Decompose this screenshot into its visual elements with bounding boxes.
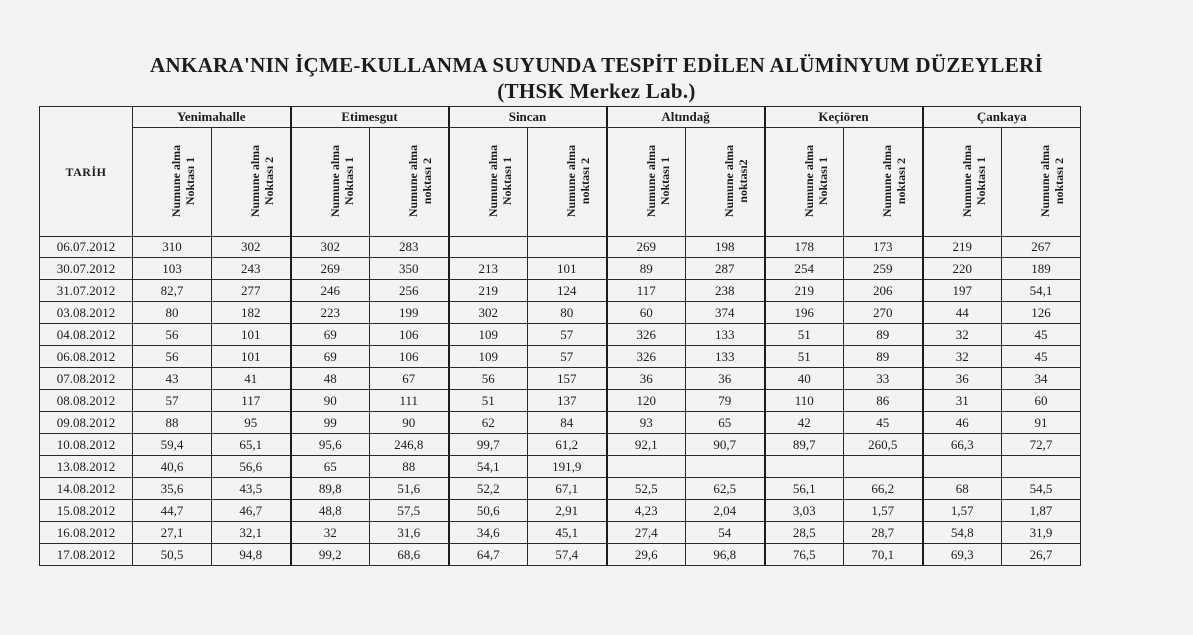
value-cell: 374: [686, 302, 765, 324]
value-cell: 69: [291, 346, 370, 368]
value-cell: 243: [212, 258, 291, 280]
value-cell: 43: [133, 368, 212, 390]
value-cell: 133: [686, 324, 765, 346]
value-cell: 52,2: [449, 478, 528, 500]
sampling-point-label: Numune alma Noktası 1: [643, 144, 672, 217]
value-cell: 54: [686, 522, 765, 544]
value-cell: 310: [133, 237, 212, 258]
value-cell: 196: [765, 302, 844, 324]
sampling-point-header: [133, 128, 212, 237]
value-cell: 56,1: [765, 478, 844, 500]
value-cell: 206: [844, 280, 923, 302]
value-cell: [844, 456, 923, 478]
sampling-point-header: [844, 128, 923, 237]
value-cell: 51,6: [370, 478, 449, 500]
value-cell: 45: [1002, 324, 1081, 346]
value-cell: 68,6: [370, 544, 449, 566]
value-cell: 44: [923, 302, 1002, 324]
value-cell: 91: [1002, 412, 1081, 434]
value-cell: 50,6: [449, 500, 528, 522]
value-cell: 90: [291, 390, 370, 412]
value-cell: 90,7: [686, 434, 765, 456]
sampling-point-label: Numune alma noktası2: [722, 144, 751, 217]
value-cell: 44,7: [133, 500, 212, 522]
date-cell: 06.08.2012: [40, 346, 133, 368]
date-cell: 17.08.2012: [40, 544, 133, 566]
value-cell: 32: [291, 522, 370, 544]
value-cell: 101: [212, 346, 291, 368]
value-cell: 31: [923, 390, 1002, 412]
table-row: [40, 434, 1081, 456]
value-cell: 189: [1002, 258, 1081, 280]
sampling-point-header: [528, 128, 607, 237]
value-cell: 326: [607, 324, 686, 346]
value-cell: 117: [212, 390, 291, 412]
value-cell: 1,87: [1002, 500, 1081, 522]
district-header-3: Altındağ: [607, 107, 765, 128]
value-cell: 110: [765, 390, 844, 412]
value-cell: 199: [370, 302, 449, 324]
value-cell: 60: [607, 302, 686, 324]
value-cell: 101: [528, 258, 607, 280]
value-cell: 220: [923, 258, 1002, 280]
value-cell: 60: [1002, 390, 1081, 412]
value-cell: 269: [291, 258, 370, 280]
sampling-point-header: [1002, 128, 1081, 237]
value-cell: 120: [607, 390, 686, 412]
value-cell: 65: [291, 456, 370, 478]
value-cell: 26,7: [1002, 544, 1081, 566]
value-cell: 89,8: [291, 478, 370, 500]
value-cell: 45: [844, 412, 923, 434]
sampling-point-label: Numune alma Noktası 1: [327, 144, 356, 217]
date-cell: 06.07.2012: [40, 237, 133, 258]
value-cell: 36: [607, 368, 686, 390]
value-cell: 99,7: [449, 434, 528, 456]
value-cell: 72,7: [1002, 434, 1081, 456]
sampling-point-header: [607, 128, 686, 237]
value-cell: 137: [528, 390, 607, 412]
date-cell: 04.08.2012: [40, 324, 133, 346]
value-cell: 41: [212, 368, 291, 390]
value-cell: 1,57: [844, 500, 923, 522]
value-cell: 126: [1002, 302, 1081, 324]
table-row: [40, 237, 1081, 258]
table-row: [40, 522, 1081, 544]
value-cell: 1,57: [923, 500, 1002, 522]
value-cell: 65: [686, 412, 765, 434]
value-cell: 223: [291, 302, 370, 324]
value-cell: 40: [765, 368, 844, 390]
table-row: [40, 500, 1081, 522]
value-cell: 76,5: [765, 544, 844, 566]
value-cell: [765, 456, 844, 478]
table-row: [40, 258, 1081, 280]
value-cell: 42: [765, 412, 844, 434]
value-cell: 59,4: [133, 434, 212, 456]
value-cell: 267: [1002, 237, 1081, 258]
sampling-point-label: Numune alma noktası 2: [564, 144, 592, 217]
table-row: [40, 390, 1081, 412]
date-cell: 13.08.2012: [40, 456, 133, 478]
value-cell: 124: [528, 280, 607, 302]
value-cell: 62,5: [686, 478, 765, 500]
value-cell: 260,5: [844, 434, 923, 456]
district-header-4: Keçiören: [765, 107, 923, 128]
value-cell: 106: [370, 346, 449, 368]
value-cell: 70,1: [844, 544, 923, 566]
sampling-point-label: Numune alma noktası 2: [406, 144, 434, 217]
value-cell: 80: [133, 302, 212, 324]
value-cell: 31,6: [370, 522, 449, 544]
value-cell: 54,5: [1002, 478, 1081, 500]
sampling-point-header: [765, 128, 844, 237]
value-cell: 36: [686, 368, 765, 390]
value-cell: 32: [923, 346, 1002, 368]
sampling-point-header: [370, 128, 449, 237]
value-cell: 246: [291, 280, 370, 302]
value-cell: 86: [844, 390, 923, 412]
value-cell: 57,4: [528, 544, 607, 566]
value-cell: 133: [686, 346, 765, 368]
value-cell: [449, 237, 528, 258]
value-cell: 198: [686, 237, 765, 258]
district-header-2: Sincan: [449, 107, 607, 128]
value-cell: 213: [449, 258, 528, 280]
value-cell: 178: [765, 237, 844, 258]
value-cell: 103: [133, 258, 212, 280]
table-row: [40, 346, 1081, 368]
value-cell: 69,3: [923, 544, 1002, 566]
value-cell: 56: [133, 346, 212, 368]
table-row: [40, 478, 1081, 500]
date-cell: 15.08.2012: [40, 500, 133, 522]
value-cell: 96,8: [686, 544, 765, 566]
table-row: [40, 368, 1081, 390]
value-cell: 57: [528, 324, 607, 346]
value-cell: 56: [449, 368, 528, 390]
sampling-point-label: Numune alma Noktası 1: [801, 144, 830, 217]
value-cell: 51: [765, 324, 844, 346]
sampling-point-header: [449, 128, 528, 237]
date-cell: 10.08.2012: [40, 434, 133, 456]
table-row: [40, 280, 1081, 302]
value-cell: 270: [844, 302, 923, 324]
value-cell: 57: [133, 390, 212, 412]
value-cell: 66,2: [844, 478, 923, 500]
header-row-sampling-points: [40, 128, 1081, 237]
value-cell: 89: [607, 258, 686, 280]
value-cell: 66,3: [923, 434, 1002, 456]
value-cell: 109: [449, 346, 528, 368]
sampling-point-label: Numune alma Noktası 1: [169, 144, 197, 217]
value-cell: 287: [686, 258, 765, 280]
value-cell: 51: [765, 346, 844, 368]
sampling-point-header: [212, 128, 291, 237]
title-line-1: ANKARA'NIN İÇME-KULLANMA SUYUNDA TESPİT EDİLEN ALÜMİNYUM DÜZEYLERİ: [150, 53, 1043, 77]
value-cell: 254: [765, 258, 844, 280]
value-cell: 69: [291, 324, 370, 346]
header-row-districts: [40, 107, 1081, 128]
value-cell: 28,5: [765, 522, 844, 544]
value-cell: 68: [923, 478, 1002, 500]
value-cell: 3,03: [765, 500, 844, 522]
value-cell: 89: [844, 346, 923, 368]
date-cell: 31.07.2012: [40, 280, 133, 302]
value-cell: 67: [370, 368, 449, 390]
value-cell: 2,91: [528, 500, 607, 522]
value-cell: 302: [291, 237, 370, 258]
value-cell: 35,6: [133, 478, 212, 500]
value-cell: 90: [370, 412, 449, 434]
sampling-point-header: [686, 128, 765, 237]
value-cell: 61,2: [528, 434, 607, 456]
sampling-point-label: Numune alma Noktası 1: [485, 144, 514, 217]
value-cell: 46: [923, 412, 1002, 434]
sampling-point-label: Numune alma noktası 2: [1038, 144, 1067, 217]
value-cell: 302: [212, 237, 291, 258]
date-cell: 16.08.2012: [40, 522, 133, 544]
value-cell: 33: [844, 368, 923, 390]
value-cell: 40,6: [133, 456, 212, 478]
aluminum-levels-table: [39, 106, 1081, 566]
sampling-point-label: Numune alma Noktası 1: [959, 144, 988, 217]
value-cell: 182: [212, 302, 291, 324]
value-cell: 50,5: [133, 544, 212, 566]
value-cell: 197: [923, 280, 1002, 302]
value-cell: 51: [449, 390, 528, 412]
district-header-1: Etimesgut: [291, 107, 449, 128]
sampling-point-label: Numune alma noktası 2: [880, 144, 909, 217]
value-cell: 34: [1002, 368, 1081, 390]
value-cell: [923, 456, 1002, 478]
value-cell: 173: [844, 237, 923, 258]
value-cell: 36: [923, 368, 1002, 390]
value-cell: [686, 456, 765, 478]
value-cell: 28,7: [844, 522, 923, 544]
table-row: [40, 412, 1081, 434]
value-cell: 93: [607, 412, 686, 434]
value-cell: 302: [449, 302, 528, 324]
value-cell: 89: [844, 324, 923, 346]
sampling-point-header: [291, 128, 370, 237]
value-cell: 283: [370, 237, 449, 258]
date-cell: 07.08.2012: [40, 368, 133, 390]
value-cell: 34,6: [449, 522, 528, 544]
value-cell: 54,8: [923, 522, 1002, 544]
value-cell: 95: [212, 412, 291, 434]
date-cell: 09.08.2012: [40, 412, 133, 434]
value-cell: 27,4: [607, 522, 686, 544]
district-header-0: Yenimahalle: [133, 107, 291, 128]
value-cell: 99: [291, 412, 370, 434]
value-cell: 56,6: [212, 456, 291, 478]
value-cell: 88: [370, 456, 449, 478]
value-cell: 32: [923, 324, 1002, 346]
value-cell: 79: [686, 390, 765, 412]
value-cell: 84: [528, 412, 607, 434]
value-cell: 157: [528, 368, 607, 390]
table-row: [40, 324, 1081, 346]
date-cell: 30.07.2012: [40, 258, 133, 280]
value-cell: 57: [528, 346, 607, 368]
value-cell: 238: [686, 280, 765, 302]
date-cell: 03.08.2012: [40, 302, 133, 324]
value-cell: 117: [607, 280, 686, 302]
value-cell: [607, 456, 686, 478]
value-cell: 54,1: [449, 456, 528, 478]
sampling-point-label: Numune alma Noktası 2: [248, 144, 276, 217]
title-line-2: (THSK Merkez Lab.): [497, 79, 696, 103]
document-title: [0, 52, 1193, 104]
value-cell: 88: [133, 412, 212, 434]
value-cell: 4,23: [607, 500, 686, 522]
value-cell: 52,5: [607, 478, 686, 500]
date-column-header: TARİH: [40, 107, 133, 237]
value-cell: 277: [212, 280, 291, 302]
value-cell: 2,04: [686, 500, 765, 522]
value-cell: 29,6: [607, 544, 686, 566]
value-cell: 99,2: [291, 544, 370, 566]
value-cell: 89,7: [765, 434, 844, 456]
value-cell: 45: [1002, 346, 1081, 368]
value-cell: 67,1: [528, 478, 607, 500]
value-cell: 269: [607, 237, 686, 258]
value-cell: 92,1: [607, 434, 686, 456]
sampling-point-header: [923, 128, 1002, 237]
value-cell: 106: [370, 324, 449, 346]
value-cell: 62: [449, 412, 528, 434]
value-cell: 350: [370, 258, 449, 280]
table-row: [40, 456, 1081, 478]
value-cell: 219: [765, 280, 844, 302]
value-cell: 57,5: [370, 500, 449, 522]
value-cell: 111: [370, 390, 449, 412]
value-cell: 259: [844, 258, 923, 280]
value-cell: 256: [370, 280, 449, 302]
table-row: [40, 302, 1081, 324]
value-cell: 82,7: [133, 280, 212, 302]
value-cell: 109: [449, 324, 528, 346]
value-cell: [1002, 456, 1081, 478]
value-cell: 64,7: [449, 544, 528, 566]
value-cell: 43,5: [212, 478, 291, 500]
value-cell: 54,1: [1002, 280, 1081, 302]
date-cell: 14.08.2012: [40, 478, 133, 500]
value-cell: 31,9: [1002, 522, 1081, 544]
date-cell: 08.08.2012: [40, 390, 133, 412]
value-cell: 65,1: [212, 434, 291, 456]
value-cell: 56: [133, 324, 212, 346]
value-cell: 191,9: [528, 456, 607, 478]
value-cell: 32,1: [212, 522, 291, 544]
table-row: [40, 544, 1081, 566]
value-cell: 46,7: [212, 500, 291, 522]
value-cell: 48: [291, 368, 370, 390]
value-cell: 101: [212, 324, 291, 346]
value-cell: 45,1: [528, 522, 607, 544]
district-header-5: Çankaya: [923, 107, 1081, 128]
value-cell: 219: [449, 280, 528, 302]
value-cell: 246,8: [370, 434, 449, 456]
value-cell: 48,8: [291, 500, 370, 522]
value-cell: 326: [607, 346, 686, 368]
value-cell: 95,6: [291, 434, 370, 456]
value-cell: 94,8: [212, 544, 291, 566]
value-cell: [528, 237, 607, 258]
value-cell: 80: [528, 302, 607, 324]
value-cell: 27,1: [133, 522, 212, 544]
value-cell: 219: [923, 237, 1002, 258]
